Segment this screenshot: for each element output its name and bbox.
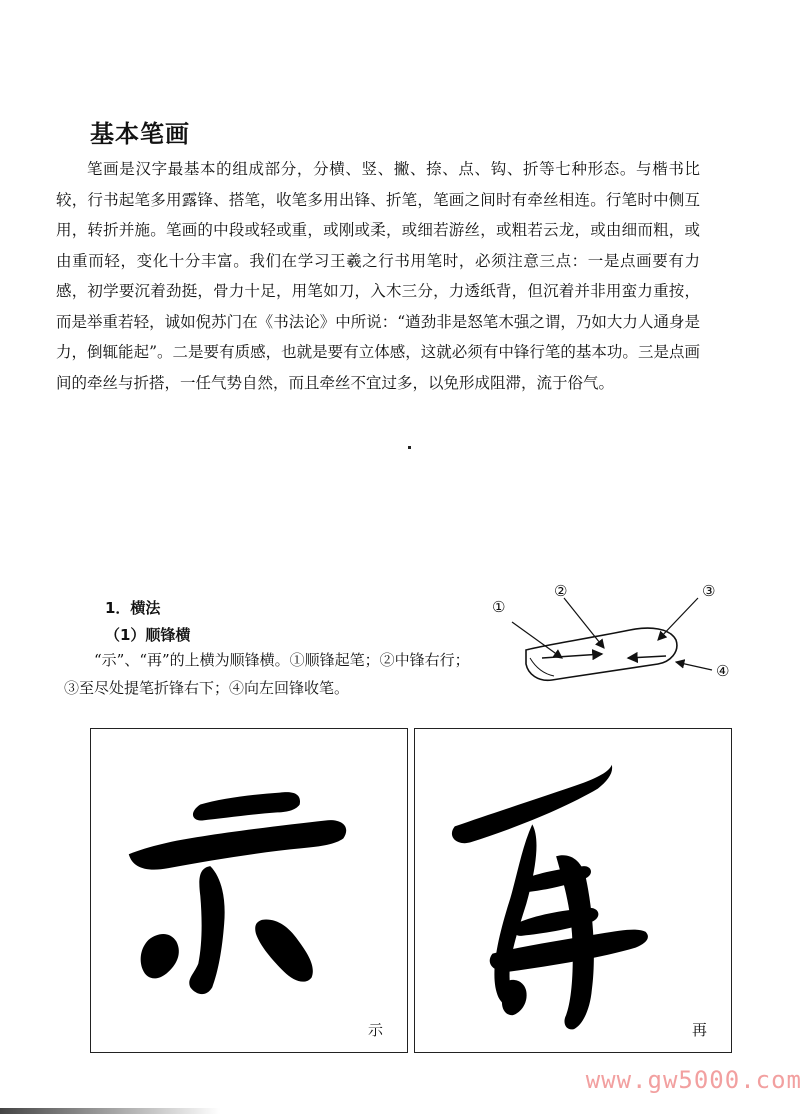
example-panel-shi: [90, 728, 408, 1053]
caption-zai: 再: [691, 1021, 707, 1039]
marker-1: ①: [492, 598, 506, 616]
marker-2: ②: [554, 582, 568, 600]
section-heading: 1．横法: [105, 599, 161, 617]
marker-4: ④: [716, 662, 730, 680]
pointer-3: [658, 598, 698, 640]
subsection-heading: （1）顺锋横: [105, 626, 191, 644]
marker-3: ③: [702, 582, 716, 600]
stroke-diagram: [480, 578, 740, 694]
calligraphy-zai-image: [415, 729, 731, 1052]
stray-dot: [408, 446, 411, 449]
watermark: www.gw5000.com: [585, 1066, 802, 1094]
stroke-description: “示”、“再”的上横为顺锋横。①顺锋起笔；②中锋右行；③至尽处提笔折锋右下；④向左回锋收笔。: [64, 651, 470, 697]
page-title: 基本笔画: [90, 120, 190, 148]
caption-shi: 示: [367, 1021, 383, 1039]
example-panel-zai: [414, 728, 732, 1053]
scan-edge: [0, 1108, 220, 1114]
pointer-4: [676, 662, 712, 670]
intro-paragraph: 笔画是汉字最基本的组成部分，分横、竖、撇、捺、点、钩、折等七种形态。与楷书比较，行书起笔多用露锋、搭笔，收笔多用出锋、折笔，笔画之间时有牵丝相连。行笔时中侧互用，转折并施。笔画的中段或轻或重，或刚或柔，或细若游丝，或粗若云龙，或由细而粗，或由重而轻，变化十分丰富。我们在学习王羲之行书用笔时，必须注意三点：一是点画要有力感，初学要沉着劲挺，骨力十足，用笔如刀，入木三分，力透纸背，但沉着并非用蛮力重按，而是举重若轻，诚如倪苏门在《书法论》中所说：“遒劲非是怒笔木强之谓，乃如大力人通身是力，倒辄能起”。二是要有质感，也就是要有立体感，这就必须有中锋行笔的基本功。三是点画间的牵丝与折搭，一任气势自然，而且牵丝不宜过多，以免形成阻滞，流于俗气。: [56, 160, 700, 392]
calligraphy-shi-image: [91, 729, 407, 1052]
